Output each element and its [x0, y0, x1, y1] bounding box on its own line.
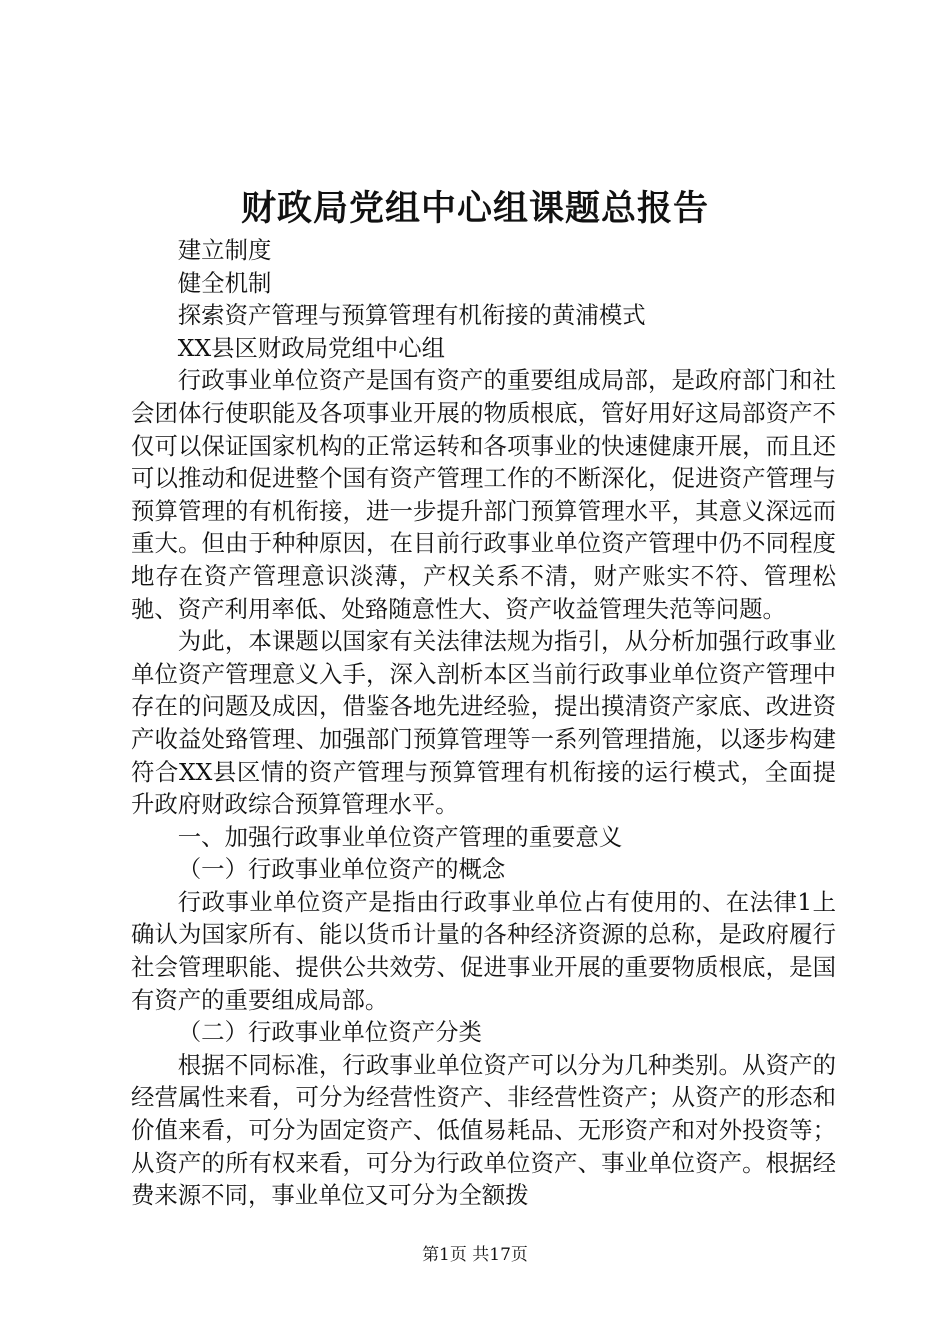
page-number: 第1页 共17页: [422, 1245, 528, 1265]
document-title: 财政局党组中心组课题总报告: [240, 188, 709, 229]
section-heading: 一、加强行政事业单位资产管理的重要意义: [177, 822, 623, 851]
paragraph: 探索资产管理与预算管理有机衔接的黄浦模式: [177, 301, 646, 330]
paragraph: XX县区财政局党组中心组: [177, 333, 446, 362]
subsection-heading: （二）行政事业单位资产分类: [177, 1018, 482, 1047]
paragraph: 行政事业单位资产是国有资产的重要组成局部，是政府部门和社会团体行使职能及各项事业开展的物质根底，管好用好这局部资产不仅可以保证国家机构的正常运转和各项事业的快速健康开展，而且还可以推动和促进整个国有资产管理工作的不断深化，促进资产管理与预算管理的有机衔接，进一步提升部门预算管理水平，其意义深远而重大。但由于种种原因，在目前行政事业单位资产管理中仍不同程度地存在资产管理意识淡薄，产权关系不清，财产账实不符、管理松驰、资产利用率低、处臵随意性大、资产收益管理失范等问题。: [131, 366, 836, 623]
paragraph: 建立制度: [177, 236, 272, 264]
paragraph: 健全机制: [177, 268, 272, 297]
document-body: [131, 234, 836, 1212]
subsection-heading: （一）行政事业单位资产的概念: [177, 855, 506, 884]
paragraph: 行政事业单位资产是指由行政事业单位占有使用的、在法律1上确认为国家所有、能以货币计量的各种经济资源的总称，是政府履行社会管理职能、提供公共效劳、促进事业开展的重要物质根底，是国有资产的重要组成局部。: [131, 887, 836, 1014]
paragraph: 为此，本课题以国家有关法律法规为指引，从分析加强行政事业单位资产管理意义入手，深入剖析本区当前行政事业单位资产管理中存在的问题及成因，借鉴各地先进经验，提出摸清资产家底、改进资产收益处臵管理、加强部门预算管理等一系列管理措施，以逐步构建符合XX县区情的资产管理与预算管理有机衔接的运行模式，全面提升政府财政综合预算管理水平。: [131, 627, 836, 819]
paragraph: 根据不同标准，行政事业单位资产可以分为几种类别。从资产的经营属性来看，可分为经营性资产、非经营性资产；从资产的形态和价值来看，可分为固定资产、低值易耗品、无形资产和对外投资等；从资产的所有权来看，可分为行政单位资产、事业单位资产。根据经费来源不同，事业单位又可分为全额拨: [131, 1050, 836, 1210]
